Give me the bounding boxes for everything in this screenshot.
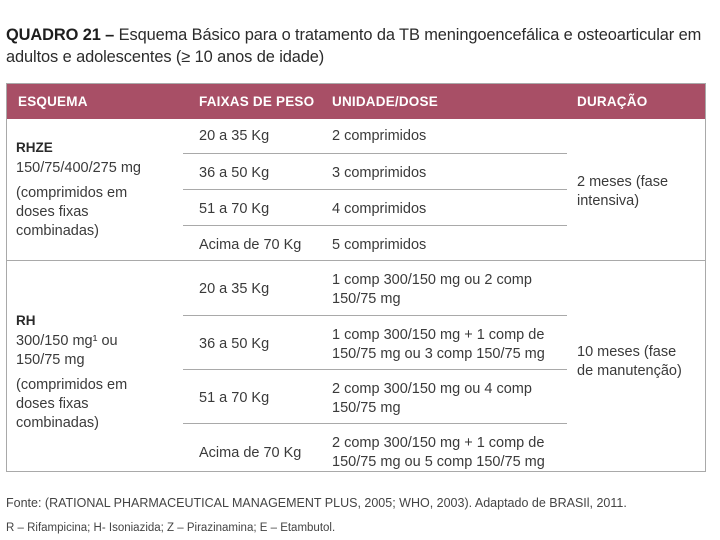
scheme-dose: 300/150 mg¹ ou 150/75 mg (16, 333, 118, 368)
dose-cell: 4 comprimidos (332, 201, 427, 217)
row-divider (183, 153, 567, 154)
weight-cell: 51 a 70 Kg (199, 201, 270, 217)
weight-cell: 20 a 35 Kg (199, 128, 270, 144)
header-faixas-de-peso: FAIXAS DE PESO (199, 94, 315, 109)
scheme-note: (comprimidos em doses fixas combinadas) (16, 377, 128, 431)
duration-cell: 2 meses (fase intensiva) (577, 174, 669, 209)
group-divider (7, 260, 705, 261)
header-duracao: DURAÇÃO (577, 94, 648, 109)
dose-cell: 2 comp 300/150 mg ou 4 comp 150/75 mg (332, 381, 532, 416)
table-title (6, 24, 718, 68)
weight-cell: Acima de 70 Kg (199, 237, 302, 253)
dose-cell: 5 comprimidos (332, 237, 427, 253)
dose-cell: 2 comprimidos (332, 128, 427, 144)
table-title-text: Esquema Básico para o tratamento da TB meningoencefálica e osteoarticular em adultos e adolescentes (≥ 10 anos de idade) (6, 26, 702, 66)
header-unidade-dose: UNIDADE/DOSE (332, 94, 438, 109)
dose-cell: 3 comprimidos (332, 165, 427, 181)
scheme-cell-rh (16, 311, 178, 433)
weight-cell: 36 a 50 Kg (199, 165, 270, 181)
table-header (7, 84, 705, 119)
header-esquema: ESQUEMA (18, 94, 88, 109)
scheme-cell-rhze (16, 138, 178, 241)
duration-cell: 10 meses (fase de manutenção) (577, 344, 682, 379)
row-divider (183, 189, 567, 190)
row-divider (183, 315, 567, 316)
abbreviation-legend: R – Rifampicina; H- Isoniazida; Z – Pirazinamina; E – Etambutol. (6, 522, 336, 534)
weight-cell: 51 a 70 Kg (199, 390, 270, 406)
weight-cell: Acima de 70 Kg (199, 445, 302, 461)
row-divider (183, 225, 567, 226)
scheme-name: RHZE (16, 140, 53, 155)
weight-cell: 36 a 50 Kg (199, 336, 270, 352)
table-title-label: QUADRO 21 – (6, 26, 115, 44)
weight-cell: 20 a 35 Kg (199, 281, 270, 297)
scheme-name: RH (16, 313, 36, 328)
scheme-dose: 150/75/400/275 mg (16, 160, 141, 176)
dosage-table (6, 83, 706, 472)
row-divider (183, 423, 567, 424)
dose-cell: 1 comp 300/150 mg ou 2 comp 150/75 mg (332, 272, 532, 307)
dose-cell: 1 comp 300/150 mg + 1 comp de 150/75 mg ou 3 comp 150/75 mg (332, 327, 545, 362)
dose-cell: 2 comp 300/150 mg + 1 comp de 150/75 mg ou 5 comp 150/75 mg (332, 435, 545, 470)
scheme-note: (comprimidos em doses fixas combinadas) (16, 185, 128, 239)
row-divider (183, 369, 567, 370)
source-note: Fonte: (RATIONAL PHARMACEUTICAL MANAGEMENT PLUS, 2005; WHO, 2003). Adaptado de BRASIl, 2011. (6, 496, 627, 510)
